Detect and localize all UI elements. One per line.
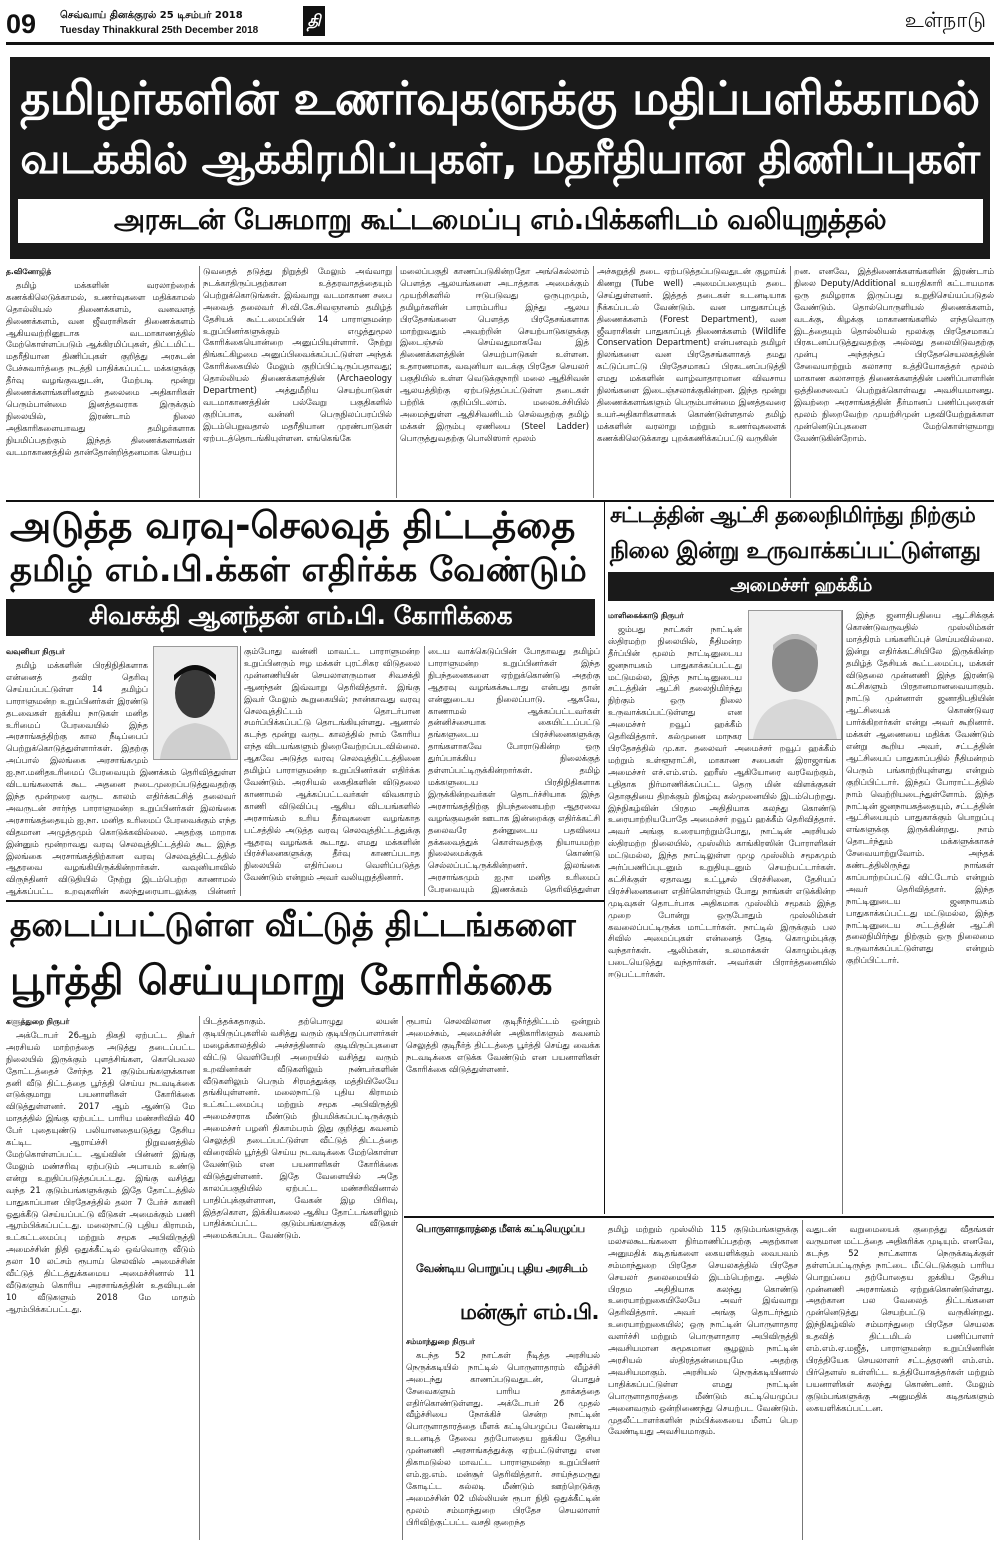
story3-column-2 — [846, 610, 994, 1214]
page-number: 09 — [6, 9, 37, 39]
story1-column-2 — [203, 266, 392, 496]
col-divider — [424, 646, 425, 896]
masthead-rule — [6, 42, 994, 45]
story5-column-2 — [608, 1224, 798, 1540]
story2-column-1-body — [6, 660, 236, 896]
story4-headline-line2: பூர்த்தி செய்யுமாறு கோரிக்கை — [10, 958, 553, 1004]
story4-text-2: பிடத்தக்கதாகும். தற்பொழுது லயன் குடியிருப்புகளில் வசித்து வரும் குடியிருப்பாளர்கள் மழைக்காலத்தில் அச்சத்தினால் குடியிருப்புகளை விட்டு வெளியேறி அறையில் வசித்து வரும் உறவினர்கள் வீடுகளிலும் நண்பர்களின் வீடுகளிலும் பெரும் சிரமத்துக்கு மத்தியிலேயே தங்கியுள்ளனர். மலைநாட்டு புதிய கிராமம் உட்கட்டமைப்பு மற்றும் சமூக அபிவிருத்தி அமைச்சராக மீண்டும் நியமிக்கப்பட்டிருக்கும் அமைச்சர் பழனி திகாம்பரம் இது குறித்து கவனம் செலுத்தி தடைப்பட்டுள்ள வீட்டுத் திட்டத்தை விரைவில் பூர்த்தி செய்ய நடவடிக்கை மேற்கொள்ள வேண்டும் என பயனாளிகள் கோரிக்கை விடுத்துள்ளனர். இதே வேளையில் அதே காலப்பகுதியில் ஏற்பட்ட மண்சரிவினால் பாதிப்புக்குள்ளான, வேகன் இழ பிரிவு, இத்தகொள, இக்கியகலை ஆகிய தோட்டங்களிலும் பாதிக்கப்பட்ட குடும்பங்களுக்கு வீடுகள் அமைக்கப்பட வேண்டும். — [203, 1016, 398, 1241]
story5-column-1 — [406, 1336, 600, 1540]
story1-headline-block — [10, 57, 990, 259]
story4-column-1 — [6, 1016, 195, 1540]
story3-column-1 — [608, 610, 836, 1214]
newspaper-logo: தி — [303, 6, 325, 36]
story5-byline: சம்மாந்துறை நிருபர் — [406, 1337, 475, 1346]
story5-text-3: வதுடன் வறுமையைக் குறைத்து வீதங்கள் வருமான மட்டத்தை அதிகரிக்க முடியும். எனவே, கடந்த 52 நாட்களாக நெருக்கடிக்குள் தள்ளப்பட்டிருந்த நாட்டை மீட்டெடுக்கும் பாரிய பொறுப்பை தற்போதைய ஐக்கிய தேசிய முன்னணி அரசாங்கம் ஏற்றுக்கொண்டுள்ளது. அதற்கான பல வேலைத் திட்டங்களை முன்னெடுத்து செயற்பட்டு வருகின்றது. இந்நிகழ்வில் சம்மாந்துறை பிரதேச செயலக உதவித் திட்டமிடல் பணிப்பாளர் எம்.எம்.ஏ.மஜீத், பாராளுமன்ற உறுப்பினரின் பிரத்தியேக செயலாளர் சட்டத்தரணி எம்.எம். பிர்தௌஸ் உள்ளிட்ட உத்தியோகத்தர்கள் மற்றும் பயனாளிகள் கலந்து கொண்டனர். மேலும் குடும்பங்களுக்கு அனுமதிக் கடிதங்களும் கையளிக்கப்பட்டன. — [806, 1224, 994, 1413]
story2-column-2 — [244, 646, 420, 896]
story3-text-2: இந்த ஜனாதிபதியை ஆட்சிக்குக் கொண்டுவருவதில் முஸ்லிம்கள் மாத்திரம் பங்களிப்புச் செய்யவில்லை. இன்று எதிர்க்கட்சியிலே இருக்கின்ற தமிழ்த் தேசியக் கூட்டமைப்பு, மக்கள் விடுதலை முன்னணி இந்த இரண்டு கட்சிகளும் பிரதானமானவையாகும். நாட்டு முன்னாள் ஜனாதிபதியின் ஆட்சியைக் கொண்டுவர பார்க்கிறார்கள் என்று அவர் கூறினார். மக்கள் ஆணையை மதிக்க வேண்டும் என்று கூறிய அவர், சட்டத்தின் ஆட்சியைப் பாதுகாப்பதில் நீதிமன்றம் பெரும் பங்காற்றியுள்ளது என்றும் குறிப்பிட்டார். இந்தப் போராட்டத்தில் நாம் வெற்றியடைந்துள்ளோம். இந்த நாட்டின் ஜனநாயகத்தையும், சட்டத்தின் ஆட்சியையும் பாதுகாக்கும் பொறுப்பு எங்களுக்கு இருக்கின்றது. நாம் தொடர்ந்தும் மக்களுக்காகச் சேவையாற்றுவோம். அந்தக் கண்டத்திலிருந்து நாங்கள் காப்பாற்றப்பட்டு விட்டோம் என்றும் அவர் தெரிவித்தார். இந்த நாட்டினுடைய ஜனநாயகம் பாதுகாக்கப்பட்டது மட்டுமல்ல, இந்த நாட்டினுடைய சட்டத்தின் ஆட்சி தலைநிமிர்ந்து நிற்கும் ஒரு நிலைமை உருவாக்கப்பட்டுள்ளது என்றும் குறிப்பிட்டார். — [846, 610, 994, 966]
story1-byline: த.வினோஜித் — [6, 267, 52, 276]
story4-text-1: அக்டோபர் 26ஆம் திகதி ஏற்பட்ட திடீர் அரசியல் மாற்றத்தை அடுத்து தடைப்பட்ட நிலையில் இருக்கும் புளத்சிங்கள, கொபெவல தோட்டத்தைச் சேர்ந்த 21 குடும்பங்களுக்கான தனி வீடு திட்டத்தை பூர்த்தி செய்ய நடவடிக்கை எடுக்குமாறு பயனாளிகள் கோரிக்கை விடுத்துள்ளனர். 2017 ஆம் ஆண்டு மே மாதத்தில் இங்கு ஏற்பட்ட பாரிய மண்சரிவில் 40 பேர் புதையுண்டு பலியானதையடுத்து தேசிய கட்டிட ஆராய்ச்சி நிறுவனத்தில் மேற்கொள்ளப்பட்ட ஆய்வின் பின்னர் இங்கு மேலும் மண்சரிவு ஏற்படும் அபாயம் உண்டு என்று உறுதிப்படுத்தப்பட்டது. இங்கு வசித்து வந்த 21 குடும்பங்களுக்கும் இதே தோட்டத்தில் பாதுகாப்பான பிரதேசத்தில் தலா 7 பேர்ச் காணி ஒதுக்கீடு செய்யப்பட்டு வீடுகள் அமைக்கும் பணி ஆரம்பிக்கப்பட்டது. மலைநாட்டு புதிய கிராமம், உட்கட்டமைப்பு மற்றும் சமூக அபிவிருத்தி அமைச்சின் நிதி ஒதுக்கீட்டில் ஒவ்வொரு வீடும் தலா 10 லட்சம் ரூபாய் செலவில் அமைச்சின் வீட்டுத் திட்டத்துக்கமைய அமைச்சினால் 11 வீடுகளும் கொரிய அரசாங்கத்தின் உதவியுடன் 10 வீடுகளும் 2018 மே மாதம் ஆரம்பிக்கப்பட்டது. — [6, 1029, 195, 1314]
story1-subhead-box — [18, 199, 983, 243]
story2-subhead-box — [6, 599, 595, 636]
story5-text-2: தமிழ் மற்றும் முஸ்லிம் 115 குடும்பங்களுக்கு மலசலகூடங்களை நிர்மாணிப்பதற்கு அதற்கான அனுமதிக் கடிதங்களை கையளிக்கும் வைபவம் சம்மாந்துறை பிரதேச செயலகத்தில் பிரதேச செயலர் தலைமையில் இடம்பெற்றது. அதில் பிரதம அதிதியாக கலந்து கொண்டு உரையாற்றுகையிலேயே அவர் இவ்வாறு தெரிவித்தார். அவர் அங்கு தொடர்ந்தும் உரையாற்றுகையில்; ஒரு நாட்டின் பொருளாதார வளர்ச்சி மற்றும் பொருளாதார அபிவிருத்தி அவசியமான சுமூகமான சூழலும் நாட்டின் அரசியல் ஸ்திரத்தன்மையுமே அதற்கு அவசியமாகும். அரசியல் நெருக்கடியினால் பாதிக்கப்பட்டுள்ள எமது நாட்டின் பொருளாதாரத்தை மீண்டும் கட்டியெழுப்ப அனைவரும் ஒன்றிணைந்து செயற்பட வேண்டும். முதலீட்டாளர்களின் நம்பிக்கையை மீளப் பெற வேண்டியது அவசியமாகும். — [608, 1224, 798, 1437]
section-rule — [404, 1216, 994, 1218]
col-divider — [240, 646, 241, 896]
story1-column-3 — [400, 266, 589, 496]
col-divider — [802, 1220, 803, 1540]
story5-text-1: கடந்த 52 நாட்கள் நீடித்த அரசியல் நெருக்கடியில் நாட்டில் பொருளாதாரம் வீழ்ச்சி அடைந்து காணப்படுவதுடன், பொதுச் சேவைகளும் பாரிய தாக்கத்தை எதிர்கொண்டுள்ளது. அக்டோபர் 26 முதல் வீழ்ச்சியை நோக்கிச் சென்ற நாட்டின் பொருளாதாரத்தை மீளக் கட்டியெழுப்ப வேண்டிய உடனடித் தேவை தற்போதைய ஐக்கிய தேசிய முன்னணி அரசாங்கத்துக்கு ஏற்பட்டுள்ளது என திகாமடுல்ல மாவட்ட பாராளுமன்ற உறுப்பினர் எம்.ஐ.எம். மன்சூர் தெரிவித்தார். சாய்ந்தமருது கோடிட்ட கல்லடி மீண்டும் ஊற்றெடுக்கு அமைச்சின் 02 மில்லியன் ரூபா நிதி ஒதுக்கீட்டின் மூலம் சம்மாந்துறை பிரதேச செயலாளர் பிரிவிற்குட்பட்ட வசதி குறைந்த — [406, 1349, 600, 1527]
col-divider — [402, 1016, 403, 1540]
story3-byline: மாளிகைக்காடு நிருபர் — [608, 611, 684, 620]
story1-text-1: தமிழ் மக்களின் வரலாற்றைக் கணக்கிலெடுக்காமல், உணர்வுகளை மதிக்காமல் தொல்லியல் திணைக்களம், வனவளத் திணைக்களம், வன ஜீவராசிகள் திணைக்களம் ஆகியவற்றினூடாக வடமாகாணத்தில் மேற்கொள்ளப்படும் ஆக்கிரமிப்புகள், திட்டமிட்ட மதரீதியான திணிப்புகள் குறித்து அரசுடன் பேச்சுவார்த்தை நடத்தி பாதிக்கப்பட்ட மக்களுக்கு தீர்வு வழங்குவதுடன், மேற்படி மூன்று திணைக்களங்களினதும் தலைமை அதிகாரிகள் பெரும்பான்மை இனத்தவராக இருக்கும் நிலையில், இரண்டாம் நிலை அதிகாரிகளையாவது தமிழர்களாக நியமிப்பதற்கும் இந்தத் திணைக்களங்கள் வடமாகாணத்தில் தான்தோன்றித்தனமாக செயற்ப — [6, 279, 195, 457]
story1-column-5 — [794, 266, 994, 496]
story5-subhead: மன்சூர் எம்.பி. — [460, 1300, 600, 1324]
story1-subhead: அரசுடன் பேசுமாறு கூட்டமைப்பு எம்.பிக்களிடம் வலியுறுத்தல் — [113, 202, 887, 236]
story5-headline-line2: வேண்டிய பொறுப்பு புதிய அரசிடம் — [416, 1262, 588, 1275]
col-divider — [593, 266, 594, 498]
masthead-date-english: Tuesday Thinakkural 25th December 2018 — [60, 25, 259, 36]
story4-column-2 — [203, 1016, 398, 1540]
story-divider — [604, 502, 605, 1214]
story2-text-3: டைய வாக்கெடுப்பின் போதாவது தமிழ்ப் பாராளுமன்ற உறுப்பினர்கள் இந்த நிபந்தனைகளை ஏற்றுக்கொண்டு அதற்கு ஆதரவு வழங்கக்கூடாது என்பது தான் என்னுடைய நிலைப்பாடு. ஆகவே, காணாமல் ஆக்கப்பட்டவர்கள் தன்னிச்சையாக கையிட்டப்பட்டு தங்களுடைய பிரச்சினைகளுக்கு தாங்களாகவே போராடுகின்ற ஒரு துர்ப்பாக்கிய நிலைக்குத் தள்ளப்பட்டிருக்கின்றார்கள். தமிழ் மக்களுடைய பிரதிநிதிகளாக இருக்கின்றவர்கள் தொடர்ச்சியாக இந்த அரசாங்கத்திற்கு நிபந்தனையற்ற ஆதரவை வழங்குவதன் ஊடாக இன்றைக்கு எதிர்க்கட்சி தலைவரே தன்னுடைய பதவியை தக்கவைத்துக் கொள்வதற்கு நியாயமற்ற நிலைமைக்குக் கொண்டு செல்லப்பட்டிருக்கின்றனர். இலங்கை அரசாங்கமும் ஐ.நா மனித உரிமைப் பேரவையும் இணக்கம் தெரிவித்துள்ள — [428, 646, 600, 895]
story3-subhead: அமைச்சர் ஹக்கீம் — [730, 575, 872, 596]
section-rule — [6, 900, 604, 902]
col-divider — [199, 1016, 200, 1540]
story2-byline: வவுனியா நிருபர் — [6, 647, 65, 656]
col-divider — [790, 266, 791, 498]
section-rule — [6, 500, 994, 502]
story1-text-2: டுவதைத் தடுத்து நிறுத்தி மேலும் அவ்வாறு நடக்காதிருப்பதற்கான உத்தரவாதத்தையும் பெற்றுக்கொடுங்கள். இவ்வாறு வடமாகாண சபை அவைத் தலைவர் சி.வி.கே.சிவஞானம் தமிழ்த் தேசியக் கூட்டமைப்பின் 14 பாராளுமன்ற உறுப்பினர்களுக்கும் எழுத்துமூல கோரிக்கையொன்றை அனுப்பியுள்ளார். நேற்று திங்கட்கிழமை அனுப்பிவைக்கப்பட்டுள்ள அந்தக் கோரிக்கையில் மேலும் குறிப்பிட்டிருப்பதாவது; தொல்லியல் திணைக்களத்தின் (Archaeology Department) அத்துமீறிய செயற்பாடுகள் வடமாகாணத்தின் பல்வேறு பகுதிகளில் குறிப்பாக, வன்னி பெருநிலப்பரப்பில் இடம்பெறுவதால் மதரீதியான முரண்பாடுகள் ஏற்படத்தொடங்கியுள்ளன. எங்கெங்கே — [203, 266, 392, 443]
story3-headline-line2: நிலை இன்று உருவாக்கப்பட்டுள்ளது — [610, 538, 981, 564]
story5-headline-line1: பொருளாதாரத்தை மீளக் கட்டியெழுப்ப — [416, 1224, 585, 1235]
story1-column-4 — [597, 266, 786, 496]
story4-headline-line1: தடைப்பட்டுள்ள வீட்டுத் திட்டங்களை — [10, 905, 576, 944]
section-label: உள்நாடு — [904, 8, 986, 32]
story1-text-4: அச்சுறுத்தி தடை ஏற்படுத்தப்படுவதுடன் குழாய்க் கிணறு (Tube well) அமைப்பதையும் தடை செய்துள்ளனர். இத்தத் தடைகள் உடனடியாக நீக்கப்படல் வேண்டும். வன பாதுகாப்புத் திணைக்களம் (Forest Department), வன ஜீவராசிகள் பாதுகாப்புத் திணைக்களம் (Wildlife Conservation Department) என்பனவும் தமிழர் நிலங்களை வன பிரதேசங்களாகத் தமது கட்டுப்பாட்டு பிரதேசமாகப் பிரகடனப்படுத்தி எமது மக்களின் வாழ்வாதாரமான விவசாய நிலங்களை இடைஞ்சலாக்குகின்றன. இந்த மூன்று திணைக்களங்களும் பெரும்பான்மை இனத்தவரை உயர்அதிகாரிகளாகக் கொண்டுள்ளதால் தமிழ் மக்களின் வரலாறு மற்றும் உணர்வுகளைக் கணக்கிலெடுக்காது புறக்கணிக்கப்பட்டு வருகின் — [597, 266, 786, 443]
story5-column-3 — [806, 1224, 994, 1540]
story3-text-1: ஜம்பது நாட்கள் நாட்டின் ஸ்திரமற்ற நிலையில், நீதிமன்ற தீர்ப்பின் மூலம் நாட்டினுடைய ஜனநாயகம் பாதுகாக்கப்பட்டது மட்டுமல்ல, இந்த நாட்டினுடைய சட்டத்தின் ஆட்சி தலைநிமிர்ந்து நிற்கும் ஒரு நிலை உருவாக்கப்பட்டுள்ளது என அமைச்சர் றவூப் ஹக்கீம் தெரிவித்தார். கல்முனை மாநகர பிரதேசத்தில் மு.கா. தலைவர் அமைச்சர் றவூப் ஹக்கீம் மற்றும் உள்ளூராட்சி, மாகாண சபைகள் இராஜாங்க அமைச்சர் எச்.எம்.எம். ஹரீஸ் ஆகியோரை வரவேற்கும், புதிதாக நிர்மாணிக்கப்பட்ட தெரு மின் விளக்குகள் தொகுதியை திறக்கும் நிகழ்வு கல்முனையில் இடம்பெற்றது. இந்நிகழ்வின் பிரதம அதிதியாக கலந்து கொண்டு உரையாற்றியபோதே அமைச்சர் றவூப் ஹக்கீம் தெரிவித்தார். அவர் அங்கு உரையாற்றும்போது, நாட்டின் அரசியல் ஸ்திரமற்ற நிலையில், முஸ்லிம் காங்கிரஸின் போராளிகள் மட்டுமல்ல, இந்த நாட்டிலுள்ள முழு முஸ்லிம் சமூகமும் அர்ப்பணிப்புடனும் உறுதியுடனும் செயற்பட்டார்கள். கட்சிக்குள் ஏதாவது உட்பூசல் பிரச்சினை, தேசியப் பிரச்சினைகளை எதிர்கொள்ளும் போது நாங்கள் எடுக்கின்ற முடிவுகள் தொடர்பாக அதிகமாக முஸ்லிம் சமூகம் இந்த முறை போன்று ஒருபோதும் முஸ்லிம்கள் கவலைப்பட்டிருக்க மாட்டார்கள். நாட்டில் இருக்கும் பல சிவில் அமைப்புகள் என்னைத் தேடி கொழும்புக்கு வந்தார்கள். ஆலிம்கள், உலமாக்கள் கொழும்புக்கு படையெடுத்து வந்தார்கள். அவர்கள் பிரார்த்தனையில் ஈடுபட்டார்கள். — [608, 623, 836, 980]
story4-column-3 — [406, 1016, 600, 1116]
col-divider — [396, 266, 397, 498]
story2-text-1: தமிழ் மக்களின் பிரதிநிதிகளாக என்னைத் தவிர தெரிவு செய்யப்பட்டுள்ள 14 தமிழ்ப் பாராளுமன்ற உறுப்பினர்கள் இரண்டு தடவைகள் ஐக்கிய நாடுகள் மனித உரிமைப் பேரவையில் இந்த அரசாங்கத்திற்கு கால நீடிப்பைப் பெற்றுக்கொடுத்துள்ளார்கள். இதற்கு அப்பால் இலங்கை அரசாங்கமும் ஐ.நா.மனிதஉரிமைப் பேரவையும் இணக்கம் தெரிவித்துள்ள விடயங்களைக் கூட அதனை நடைமுறைப்படுத்துவதற்கு இந்த மூன்றரை வருட காலம் எதிர்க்கட்சித் தலைவர் அவருடன் சார்ந்த பாராளுமன்ற உறுப்பினர்கள் இலங்கை அரசாங்கத்தையும் ஐ.நா. மனித உரிமைப் பேரவைக்கும் எந்த விதமான அழுத்தமும் கொடுக்கவில்லை. அதற்கு மாறாக இன்னும் மூன்றாவது வரவு செலவுத்திட்டத்தில் கூட இந்த இலங்கை அரசாங்கத்திற்கான வரவு செலவுத்திட்டத்தில் ஆதரவை வழங்கியிருக்கின்றார்கள். வவுனியாவில் விருந்தினர் விடுதியில் நேற்று இடம்பெற்ற காணாமல் ஆக்கப்பட்ட உறவுகளின் கலந்துரையாடலுக்கு பின்னர் — [6, 660, 236, 896]
story4-text-3: ரூபாய் செலவிலான குடிநீர்த்திட்டம் ஒன்றும் அமைச்சும், அமைச்சின் அதிகாரிகளும் கவனம் செலுத்தி குடிநீர்த் திட்டத்தை பூர்த்தி செய்து வைக்க நடவடிக்கை எடுக்க வேண்டும் என பயனாளிகள் கோரிக்கை விடுத்துள்ளனர். — [406, 1016, 600, 1074]
story2-headline-line2: தமிழ் எம்.பி.க்கள் எதிர்க்க வேண்டும் — [10, 550, 587, 590]
story2-subhead: சிவசக்தி ஆனந்தன் எம்.பி. கோரிக்கை — [88, 601, 513, 630]
story2-headline-line1: அடுத்த வரவு-செலவுத் திட்டத்தை — [10, 504, 576, 547]
story1-text-3: மலைப்பகுதி காணப்படுகின்றதோ அங்கெல்லாம் பௌத்த ஆலயங்களை அடாத்தாக அமைக்கும் முயற்சிகளில் ஈடுபடுவது ஒருபுறமும், தமிழர்களின் பாரம்பரிய இந்து ஆலய பிரதேசங்களை பௌத்த பிரதேசங்களாக மாற்றுவதும் அவற்றின் செயற்பாடுகளுக்கு இடைஞ்சல் செய்வதுமாகவே இத் திணைக்களத்தின் செயற்பாடுகள் உள்ளன. உதாரணமாக, வவுனியா வடக்கு பிரதேச செயலர் பகுதியில் உள்ள வெடுக்குநாறி மலை ஆதிசிவன் ஆலயத்திற்கு ஏற்படுத்தப்பட்டுள்ள தடைகள் பற்றிக் குறிப்பிடலாம். மலைஉச்சியில் அமைந்துள்ள ஆதிசிவனிடம் செல்வதற்கு தமிழ் மக்கள் இரும்பு ஏணியை (Steel Ladder) பொருத்துவதற்கு பொலிஸார் மூலம் — [400, 266, 589, 443]
story3-headline-line1: சட்டத்தின் ஆட்சி தலைநிமிர்ந்து நிற்கும் — [610, 503, 976, 527]
story2-column-3 — [428, 646, 600, 896]
col-divider — [842, 610, 843, 1214]
masthead-date-tamil: செவ்வாய் தினக்குரல் 25 டிசம்பர் 2018 — [60, 10, 243, 21]
story1-column-1 — [6, 266, 195, 496]
story2-text-2: கும்போது வன்னி மாவட்ட பாராளுமன்ற உறுப்பினரும் ஈழ மக்கள் புரட்சிகர விடுதலை முன்னணியின் செயலாளருமான சிவசக்தி ஆனந்தன் இவ்வாறு தெரிவித்தார். இங்கு இவர் மேலும் கூறுகையில்; நான்காவது வரவு செலவுத்திட்டம் தொடர்பான சமர்ப்பிக்கப்பட்டு தொடங்கியுள்ளது. ஆனால் கடந்த மூன்று வருட காலத்தில் நாம் கோரிய எந்த விடயங்களும் நிறைவேற்றப்படவில்லை. ஆகவே அடுத்த வரவு செலவுத்திட்டத்தினை தமிழ்ப் பாராளுமன்ற உறுப்பினர்கள் எதிர்க்க வேண்டும். அரசியல் கைதிகளின் விடுதலை காணாமல் ஆக்கப்பட்டவர்கள் விவகாரம் காணி விடுவிப்பு ஆகிய விடயங்களில் அரசாங்கம் உரிய தீர்வுகளை வழங்காத பட்சத்தில் அடுத்த வரவு செலவுத்திட்டத்துக்கு ஆதரவு வழங்கக் கூடாது. எமது மக்களின் பிரச்சினைகளுக்கு தீர்வு காணப்படாத நிலையில் எதிர்ப்பை வெளிப்படுத்த வேண்டும் என்றும் அவர் வலியுறுத்தினார். — [244, 646, 420, 883]
story1-headline-line1: தமிழர்களின் உணர்வுகளுக்கு மதிப்பளிக்காமல் — [20, 71, 980, 125]
story3-subhead-box — [608, 572, 994, 601]
story4-byline: களுத்துறை நிருபர் — [6, 1017, 70, 1026]
col-divider — [199, 266, 200, 498]
story1-headline-line2: வடக்கில் ஆக்கிரமிப்புகள், மதரீதியான திணிப்புகள் — [20, 134, 980, 183]
story1-text-5: றன. எனவே, இத்திணைக்களங்களின் இரண்டாம் நிலை Deputy/Additional உயரதிகாரி கட்டாயமாக ஒரு தமிழராக இருப்பது உறுதிசெய்யப்படுதல் வேண்டும். தொல்பொருளியல் திணைக்களம், வடக்கு, கிழக்கு மாகாணங்களில் எந்தவொரு இடத்தையும் தொல்லியல் மூலக்கு பிரதேசமாகப் பிரகடனப்படுத்துவதற்கு அல்லது தலையிடுவதற்கு முன்பு அந்தந்தப் பிரதேசசெயலகத்தின் சேவையாற்றும் கலாசார உத்தியோகத்தர் மூலம் மாகாண கலாசாரத் திணைக்களத்தின் பணிப்பாளரின் ஒத்திசைவைப் பெற்றுக்கொள்வது அவசியமானது. இவற்றை அரசாங்கத்தின் தீர்மானப் பணிப்புரைகள் மூலம் நிறைவேற்ற முயற்சிமுன் பதவியேற்றுக்காள முன்னெடுப்புகளை மேற்கொள்ளுமாறு வேண்டுகின்றோம். — [794, 266, 994, 443]
